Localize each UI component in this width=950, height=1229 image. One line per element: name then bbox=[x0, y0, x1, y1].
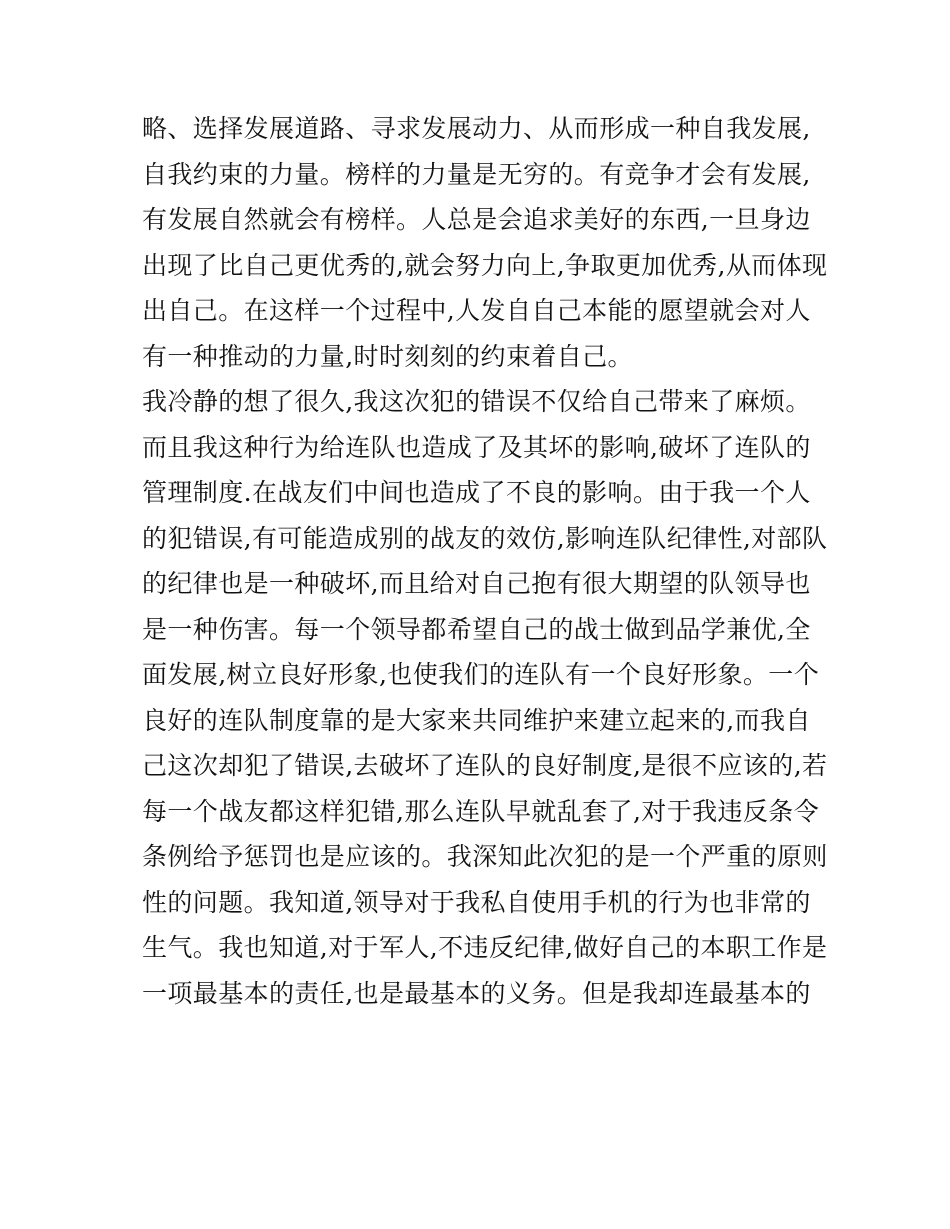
text-line: 而且我这种行为给连队也造成了及其坏的影响,破坏了连队的 bbox=[142, 432, 811, 462]
text-line: 性的问题。我知道,领导对于我私自使用手机的行为也非常的 bbox=[142, 887, 811, 917]
text-line: 一项最基本的责任,也是最基本的义务。但是我却连最基本的 bbox=[142, 978, 811, 1008]
text-line: 出自己。在这样一个过程中,人发自自己本能的愿望就会对人 bbox=[142, 296, 811, 325]
text-line: 每一个战友都这样犯错,那么连队早就乱套了,对于我违反条令 bbox=[142, 796, 820, 826]
text-line: 管理制度.在战友们中间也造成了不良的影响。由于我一个人 bbox=[142, 478, 811, 507]
text-line: 良好的连队制度靠的是大家来共同维护来建立起来的,而我自 bbox=[142, 705, 811, 735]
text-line: 自我约束的力量。榜样的力量是无穷的。有竞争才会有发展, bbox=[142, 159, 811, 189]
text-line: 出现了比自己更优秀的,就会努力向上,争取更加优秀,从而体现 bbox=[142, 250, 828, 280]
document-body bbox=[142, 106, 842, 1016]
text-line: 己这次却犯了错误,去破坏了连队的良好制度,是很不应该的,若 bbox=[142, 751, 828, 780]
text-line: 有发展自然就会有榜样。人总是会追求美好的东西,一旦身边 bbox=[142, 205, 811, 234]
text-line: 我冷静的想了很久,我这次犯的错误不仅给自己带来了麻烦。 bbox=[142, 387, 811, 416]
text-line: 生气。我也知道,对于军人,不违反纪律,做好自己的本职工作是 bbox=[142, 933, 828, 962]
text-line: 略、选择发展道路、寻求发展动力、从而形成一种自我发展, bbox=[142, 114, 811, 143]
text-line: 是一种伤害。每一个领导都希望自己的战士做到品学兼优,全 bbox=[142, 614, 811, 644]
text-line: 条例给予惩罚也是应该的。我深知此次犯的是一个严重的原则 bbox=[142, 842, 828, 871]
text-line: 的犯错误,有可能造成别的战友的效仿,影响连队纪律性,对部队 bbox=[142, 523, 828, 553]
text-line: 的纪律也是一种破坏,而且给对自己抱有很大期望的队领导也 bbox=[142, 569, 811, 598]
text-line: 面发展,树立良好形象,也使我们的连队有一个良好形象。一个 bbox=[142, 660, 820, 689]
text-line: 有一种推动的力量,时时刻刻的约束着自己。 bbox=[142, 341, 633, 371]
